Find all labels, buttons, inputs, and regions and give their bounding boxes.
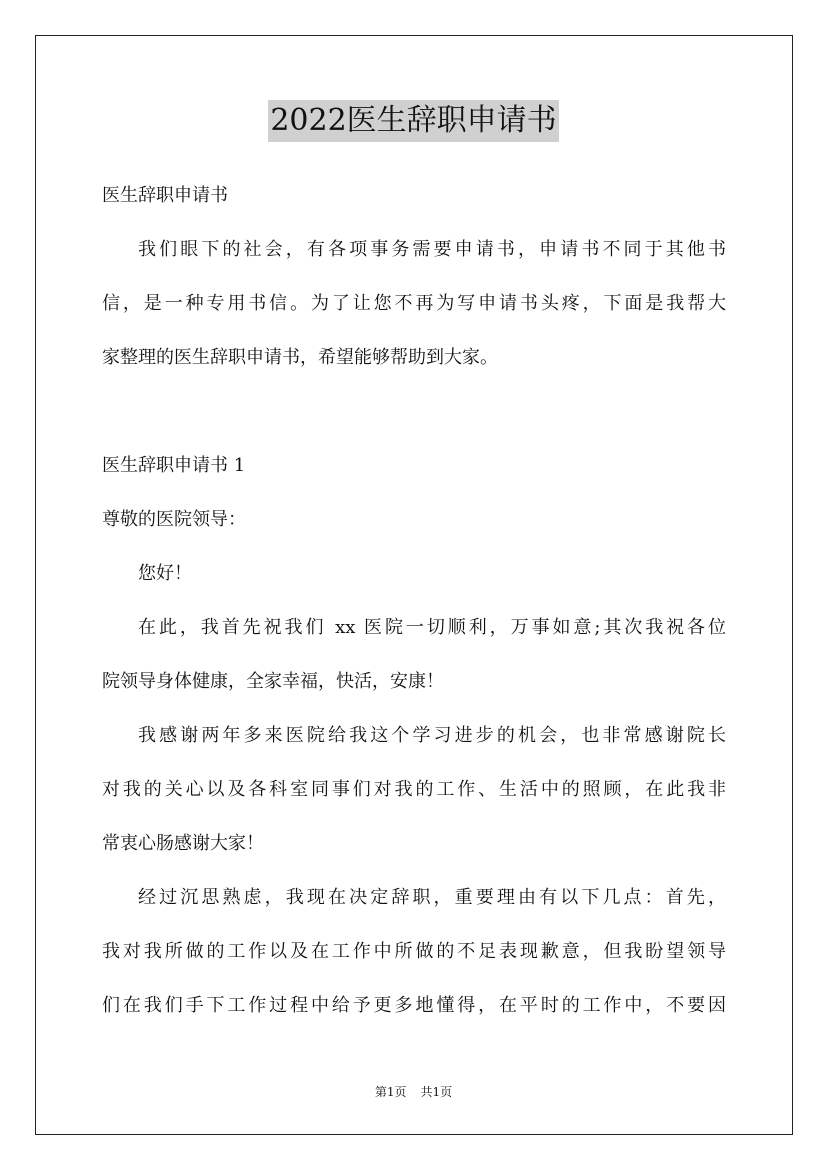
paragraph-line: 经过沉思熟虑，我现在决定辞职，重要理由有以下几点：首先， [138, 887, 726, 908]
page-number: 第1页 [374, 1085, 407, 1099]
paragraph-line: 我对我所做的工作以及在工作中所做的不足表现歉意，但我盼望领导 [102, 941, 726, 962]
paragraph-line: 信，是一种专用书信。为了让您不再为写申请书头疼，下面是我帮大 [102, 293, 726, 314]
paragraph-line: 我们眼下的社会，有各项事务需要申请书，申请书不同于其他书 [138, 239, 726, 260]
document-title: 2022医生辞职申请书 [268, 100, 558, 142]
greeting: 您好！ [138, 563, 192, 584]
paragraph-line: 我感谢两年多来医院给我这个学习进步的机会，也非常感谢院长 [138, 725, 726, 746]
page-total: 共1页 [420, 1085, 453, 1099]
paragraph-line: 对我的关心以及各科室同事们对我的工作、生活中的照顾，在此我非 [102, 779, 726, 800]
blank-line [102, 385, 726, 439]
page-footer [0, 1083, 827, 1101]
title-area [0, 100, 827, 142]
paragraph-line: 在此，我首先祝我们 xx 医院一切顺利，万事如意;其次我祝各位 [138, 617, 726, 638]
document-body [102, 169, 726, 1033]
section-heading: 医生辞职申请书 [102, 185, 228, 206]
paragraph-line: 们在我们手下工作过程中给予更多地懂得，在平时的工作中，不要因 [102, 995, 726, 1016]
paragraph-line: 家整理的医生辞职申请书，希望能够帮助到大家。 [102, 347, 498, 368]
section-heading: 医生辞职申请书 1 [102, 455, 246, 476]
salutation: 尊敬的医院领导： [102, 509, 246, 530]
paragraph-line: 院领导身体健康，全家幸福，快活，安康！ [102, 671, 444, 692]
paragraph-line: 常衷心肠感谢大家！ [102, 833, 264, 854]
